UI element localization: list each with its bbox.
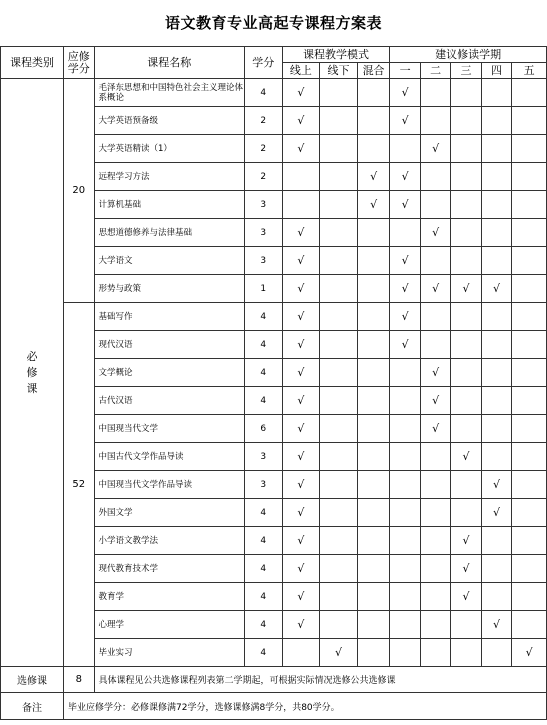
semester-2-check: √ <box>420 135 450 163</box>
course-name: 现代教育技术学 <box>94 555 244 583</box>
semester-3-cell <box>451 247 481 275</box>
course-name: 思想道德修养与法律基础 <box>94 219 244 247</box>
course-credits: 3 <box>244 247 282 275</box>
semester-5-cell <box>512 107 547 135</box>
header-credits: 学分 <box>244 47 282 79</box>
semester-2-check: √ <box>420 219 450 247</box>
header-semester-2: 二 <box>420 63 450 79</box>
semester-5-cell <box>512 555 547 583</box>
semester-5-cell <box>512 443 547 471</box>
header-category: 课程类别 <box>1 47 64 79</box>
semester-5-cell <box>512 331 547 359</box>
category-required: 必 修 课 <box>1 79 64 667</box>
mode-blended-cell <box>357 611 390 639</box>
remark-row <box>1 693 547 720</box>
course-name: 大学英语预备级 <box>94 107 244 135</box>
course-credits: 4 <box>244 387 282 415</box>
semester-3-cell <box>451 135 481 163</box>
mode-blended-cell <box>357 555 390 583</box>
mode-offline-cell <box>320 611 358 639</box>
mode-offline-cell <box>320 247 358 275</box>
semester-1-cell <box>390 387 420 415</box>
semester-2-cell <box>420 611 450 639</box>
semester-1-cell <box>390 135 420 163</box>
header-mode-online: 线上 <box>282 63 320 79</box>
mode-blended-cell <box>357 415 390 443</box>
semester-4-cell <box>481 135 511 163</box>
mode-online-check: √ <box>282 527 320 555</box>
semester-1-cell <box>390 555 420 583</box>
mode-blended-cell <box>357 387 390 415</box>
mode-offline-cell <box>320 359 358 387</box>
mode-online-check: √ <box>282 135 320 163</box>
mode-offline-cell <box>320 163 358 191</box>
semester-3-cell <box>451 359 481 387</box>
mode-blended-cell <box>357 443 390 471</box>
semester-2-cell <box>420 471 450 499</box>
mode-online-check: √ <box>282 219 320 247</box>
mode-online-check: √ <box>282 415 320 443</box>
semester-3-cell <box>451 415 481 443</box>
mode-online-check: √ <box>282 275 320 303</box>
semester-3-check: √ <box>451 555 481 583</box>
course-name: 计算机基础 <box>94 191 244 219</box>
course-name: 小学语文教学法 <box>94 527 244 555</box>
semester-1-check: √ <box>390 191 420 219</box>
mode-blended-cell <box>357 107 390 135</box>
elective-note: 具体课程见公共选修课程列表第二学期起，可根据实际情况选修公共选修课 <box>94 667 546 693</box>
semester-1-check: √ <box>390 331 420 359</box>
semester-5-cell <box>512 135 547 163</box>
mode-online-check: √ <box>282 499 320 527</box>
course-name: 远程学习方法 <box>94 163 244 191</box>
course-credits: 4 <box>244 359 282 387</box>
mode-blended-cell <box>357 79 390 107</box>
semester-3-cell <box>451 471 481 499</box>
semester-1-check: √ <box>390 79 420 107</box>
mode-offline-cell <box>320 135 358 163</box>
mode-offline-cell <box>320 527 358 555</box>
semester-5-cell <box>512 359 547 387</box>
semester-1-cell <box>390 527 420 555</box>
header-course-name: 课程名称 <box>94 47 244 79</box>
semester-4-cell <box>481 331 511 359</box>
semester-2-check: √ <box>420 387 450 415</box>
course-name: 大学语文 <box>94 247 244 275</box>
course-credits: 4 <box>244 611 282 639</box>
mode-online-check: √ <box>282 555 320 583</box>
group-total-credits: 52 <box>64 303 94 667</box>
header-semester-4: 四 <box>481 63 511 79</box>
course-credits: 4 <box>244 79 282 107</box>
semester-4-cell <box>481 219 511 247</box>
course-credits: 4 <box>244 555 282 583</box>
category-elective: 选修课 <box>1 667 64 693</box>
semester-3-cell <box>451 219 481 247</box>
mode-online-check: √ <box>282 107 320 135</box>
mode-blended-check: √ <box>357 191 390 219</box>
semester-4-cell <box>481 163 511 191</box>
semester-4-check: √ <box>481 275 511 303</box>
course-credits: 3 <box>244 471 282 499</box>
course-name: 外国文学 <box>94 499 244 527</box>
mode-offline-cell <box>320 443 358 471</box>
course-name: 文学概论 <box>94 359 244 387</box>
semester-5-cell <box>512 583 547 611</box>
table-row <box>1 303 547 331</box>
semester-4-check: √ <box>481 471 511 499</box>
mode-online-check: √ <box>282 471 320 499</box>
semester-5-cell <box>512 387 547 415</box>
mode-online-check: √ <box>282 387 320 415</box>
semester-3-cell <box>451 303 481 331</box>
course-name: 基础写作 <box>94 303 244 331</box>
mode-offline-cell <box>320 275 358 303</box>
semester-1-cell <box>390 583 420 611</box>
semester-2-cell <box>420 303 450 331</box>
course-credits: 4 <box>244 583 282 611</box>
semester-3-check: √ <box>451 583 481 611</box>
mode-offline-cell <box>320 499 358 527</box>
mode-blended-cell <box>357 499 390 527</box>
semester-5-cell <box>512 415 547 443</box>
course-name: 中国现当代文学作品导读 <box>94 471 244 499</box>
mode-online-cell <box>282 639 320 667</box>
course-name: 毛泽东思想和中国特色社会主义理论体系概论 <box>94 79 244 107</box>
header-semester-1: 一 <box>390 63 420 79</box>
semester-3-check: √ <box>451 443 481 471</box>
semester-4-cell <box>481 359 511 387</box>
mode-online-check: √ <box>282 79 320 107</box>
semester-4-cell <box>481 555 511 583</box>
mode-blended-cell <box>357 247 390 275</box>
course-credits: 4 <box>244 331 282 359</box>
mode-online-check: √ <box>282 443 320 471</box>
semester-4-check: √ <box>481 499 511 527</box>
semester-1-cell <box>390 499 420 527</box>
mode-online-check: √ <box>282 331 320 359</box>
elective-row <box>1 667 547 693</box>
course-credits: 4 <box>244 639 282 667</box>
document-title: 语文教育专业高起专课程方案表 <box>164 14 382 32</box>
mode-blended-cell <box>357 331 390 359</box>
mode-offline-cell <box>320 387 358 415</box>
course-credits: 6 <box>244 415 282 443</box>
semester-5-cell <box>512 219 547 247</box>
mode-blended-cell <box>357 583 390 611</box>
mode-blended-cell <box>357 303 390 331</box>
mode-offline-check: √ <box>320 639 358 667</box>
semester-5-cell <box>512 191 547 219</box>
semester-2-cell <box>420 583 450 611</box>
semester-1-cell <box>390 443 420 471</box>
mode-online-cell <box>282 191 320 219</box>
course-credits: 3 <box>244 219 282 247</box>
semester-3-cell <box>451 611 481 639</box>
semester-3-check: √ <box>451 527 481 555</box>
course-credits: 4 <box>244 499 282 527</box>
semester-3-cell <box>451 191 481 219</box>
course-name: 古代汉语 <box>94 387 244 415</box>
remark-note: 毕业应修学分：必修课修满72学分，选修课修满8学分，共80学分。 <box>64 693 547 720</box>
course-credits: 1 <box>244 275 282 303</box>
semester-4-cell <box>481 79 511 107</box>
mode-online-check: √ <box>282 583 320 611</box>
remark-label: 备注 <box>1 693 64 720</box>
mode-offline-cell <box>320 303 358 331</box>
course-credits: 2 <box>244 135 282 163</box>
mode-blended-cell <box>357 219 390 247</box>
semester-4-cell <box>481 583 511 611</box>
semester-1-cell <box>390 471 420 499</box>
header-semester-3: 三 <box>451 63 481 79</box>
course-name: 中国现当代文学 <box>94 415 244 443</box>
mode-online-check: √ <box>282 247 320 275</box>
semester-4-check: √ <box>481 611 511 639</box>
semester-3-cell <box>451 639 481 667</box>
semester-2-check: √ <box>420 275 450 303</box>
course-credits: 2 <box>244 107 282 135</box>
semester-1-cell <box>390 639 420 667</box>
semester-2-cell <box>420 443 450 471</box>
semester-4-cell <box>481 107 511 135</box>
semester-2-cell <box>420 527 450 555</box>
mode-offline-cell <box>320 191 358 219</box>
semester-2-check: √ <box>420 415 450 443</box>
header-mode-blended: 混合 <box>357 63 390 79</box>
semester-2-cell <box>420 107 450 135</box>
semester-4-cell <box>481 247 511 275</box>
semester-2-cell <box>420 247 450 275</box>
mode-online-cell <box>282 163 320 191</box>
semester-2-cell <box>420 499 450 527</box>
mode-blended-cell <box>357 359 390 387</box>
semester-5-cell <box>512 303 547 331</box>
semester-2-cell <box>420 639 450 667</box>
semester-4-cell <box>481 387 511 415</box>
semester-3-cell <box>451 163 481 191</box>
semester-3-cell <box>451 107 481 135</box>
table-row <box>1 79 547 107</box>
header-semester-group: 建议修读学期 <box>390 47 547 63</box>
semester-4-cell <box>481 303 511 331</box>
mode-blended-check: √ <box>357 163 390 191</box>
mode-offline-cell <box>320 219 358 247</box>
semester-2-cell <box>420 191 450 219</box>
course-credits: 4 <box>244 527 282 555</box>
mode-blended-cell <box>357 275 390 303</box>
semester-5-cell <box>512 163 547 191</box>
course-name: 毕业实习 <box>94 639 244 667</box>
course-name: 中国古代文学作品导读 <box>94 443 244 471</box>
mode-online-check: √ <box>282 359 320 387</box>
semester-3-cell <box>451 331 481 359</box>
semester-1-cell <box>390 611 420 639</box>
header-semester-5: 五 <box>512 63 547 79</box>
semester-1-check: √ <box>390 107 420 135</box>
semester-2-cell <box>420 555 450 583</box>
semester-2-check: √ <box>420 359 450 387</box>
mode-offline-cell <box>320 107 358 135</box>
course-credits: 2 <box>244 163 282 191</box>
semester-2-cell <box>420 79 450 107</box>
course-name: 大学英语精读（1） <box>94 135 244 163</box>
semester-4-cell <box>481 639 511 667</box>
semester-4-cell <box>481 191 511 219</box>
semester-1-cell <box>390 415 420 443</box>
mode-blended-cell <box>357 135 390 163</box>
header-required-credits: 应修 学分 <box>64 47 94 79</box>
course-name: 形势与政策 <box>94 275 244 303</box>
course-name: 现代汉语 <box>94 331 244 359</box>
semester-5-cell <box>512 611 547 639</box>
curriculum-table <box>0 46 547 720</box>
semester-3-cell <box>451 499 481 527</box>
semester-3-cell <box>451 387 481 415</box>
mode-offline-cell <box>320 79 358 107</box>
elective-credits: 8 <box>64 667 94 693</box>
semester-3-check: √ <box>451 275 481 303</box>
course-credits: 3 <box>244 191 282 219</box>
semester-5-cell <box>512 247 547 275</box>
course-credits: 4 <box>244 303 282 331</box>
semester-5-cell <box>512 471 547 499</box>
header-teaching-mode: 课程教学模式 <box>282 47 390 63</box>
semester-2-cell <box>420 331 450 359</box>
mode-blended-cell <box>357 527 390 555</box>
mode-offline-cell <box>320 471 358 499</box>
semester-1-check: √ <box>390 303 420 331</box>
semester-1-cell <box>390 359 420 387</box>
mode-offline-cell <box>320 331 358 359</box>
semester-1-check: √ <box>390 275 420 303</box>
course-name: 心理学 <box>94 611 244 639</box>
mode-blended-cell <box>357 471 390 499</box>
course-name: 教育学 <box>94 583 244 611</box>
semester-2-cell <box>420 163 450 191</box>
semester-4-cell <box>481 527 511 555</box>
semester-5-check: √ <box>512 639 547 667</box>
mode-offline-cell <box>320 555 358 583</box>
mode-online-check: √ <box>282 303 320 331</box>
course-credits: 3 <box>244 443 282 471</box>
semester-4-cell <box>481 415 511 443</box>
mode-blended-cell <box>357 639 390 667</box>
group-total-credits: 20 <box>64 79 94 303</box>
mode-offline-cell <box>320 415 358 443</box>
semester-5-cell <box>512 79 547 107</box>
semester-3-cell <box>451 79 481 107</box>
semester-1-cell <box>390 219 420 247</box>
semester-5-cell <box>512 499 547 527</box>
semester-1-check: √ <box>390 247 420 275</box>
semester-5-cell <box>512 527 547 555</box>
semester-5-cell <box>512 275 547 303</box>
semester-1-check: √ <box>390 163 420 191</box>
semester-4-cell <box>481 443 511 471</box>
mode-online-check: √ <box>282 611 320 639</box>
mode-offline-cell <box>320 583 358 611</box>
header-mode-offline: 线下 <box>320 63 358 79</box>
